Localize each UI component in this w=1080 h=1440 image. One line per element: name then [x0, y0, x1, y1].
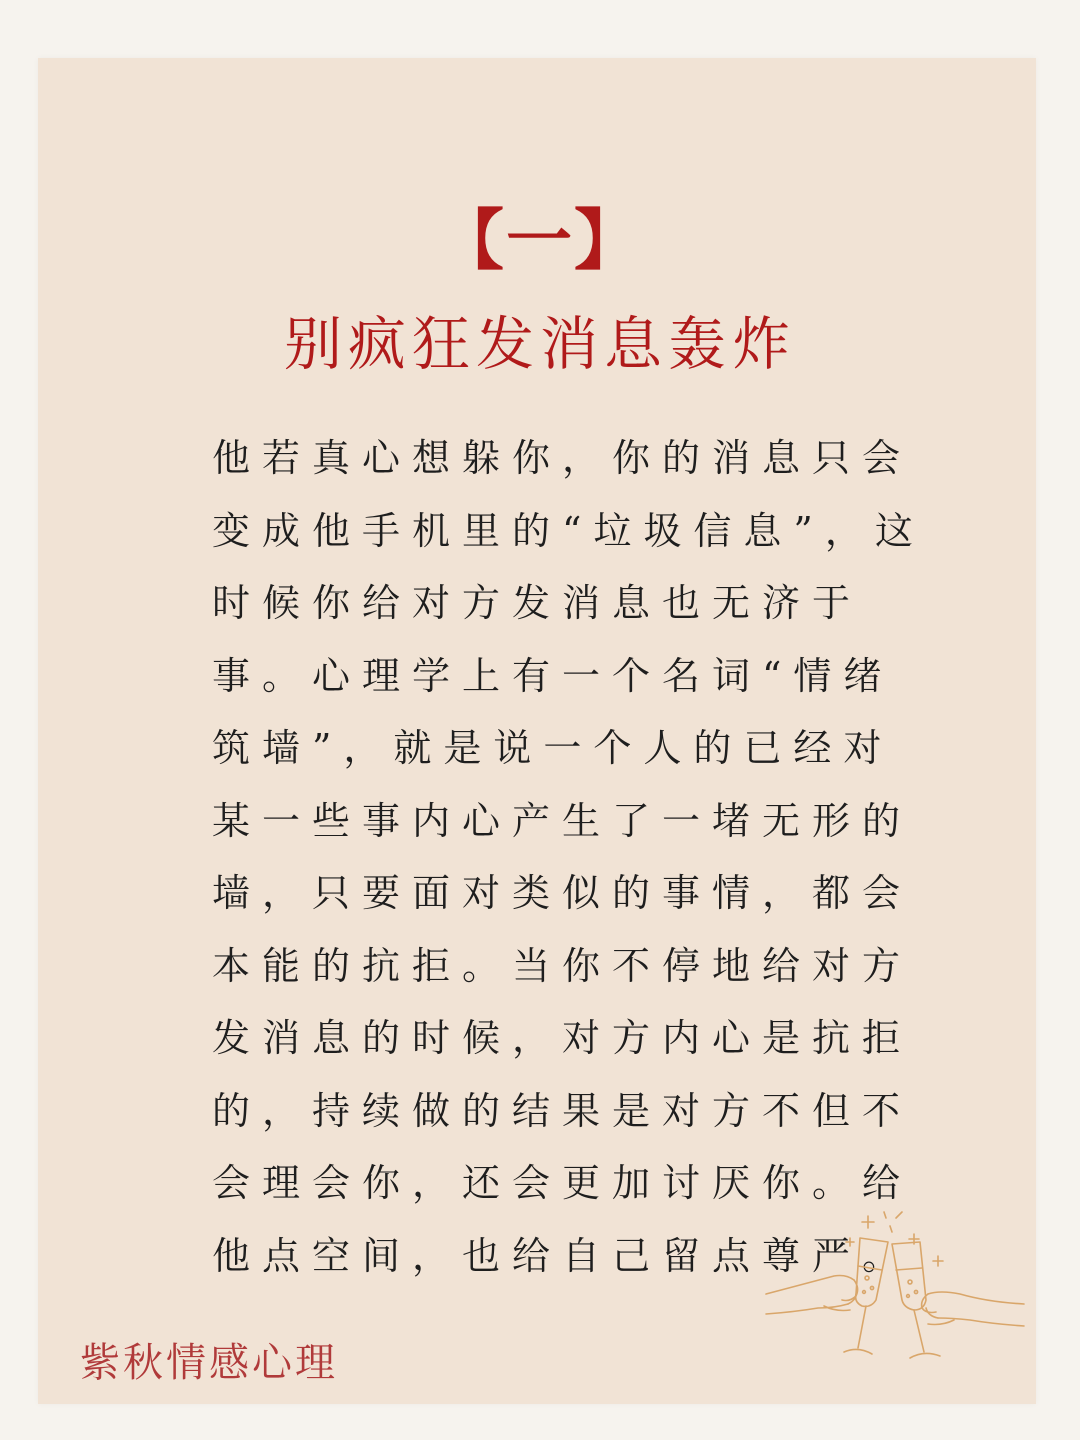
- section-title: 别疯狂发消息轰炸: [283, 310, 796, 378]
- left-glass-icon: [844, 1238, 888, 1354]
- champagne-toast-icon: [764, 1208, 1026, 1368]
- brand-signature: 紫秋情感心理: [80, 1340, 338, 1386]
- section-number: 【一】: [438, 201, 642, 279]
- right-hand-icon: [922, 1292, 1024, 1326]
- left-hand-icon: [766, 1276, 858, 1315]
- body-paragraph: 他若真心想躲你，你的消息只会变成他手机里的“垃圾信息”，这时候你给对方发消息也无济于事。心理学上有一个名词“情绪筑墙”，就是说一个人的已经对某一些事内心产生了一堵无形的墙，只要面对类似的事情，都会本能的抗拒。当你不停地给对方发消息的时候，对方内心是抗拒的，持续做的结果是对方不但不会理会你，还会更加讨厌你。给他点空间，也给自己留点尊严。: [212, 436, 925, 1278]
- right-glass-icon: [892, 1242, 940, 1358]
